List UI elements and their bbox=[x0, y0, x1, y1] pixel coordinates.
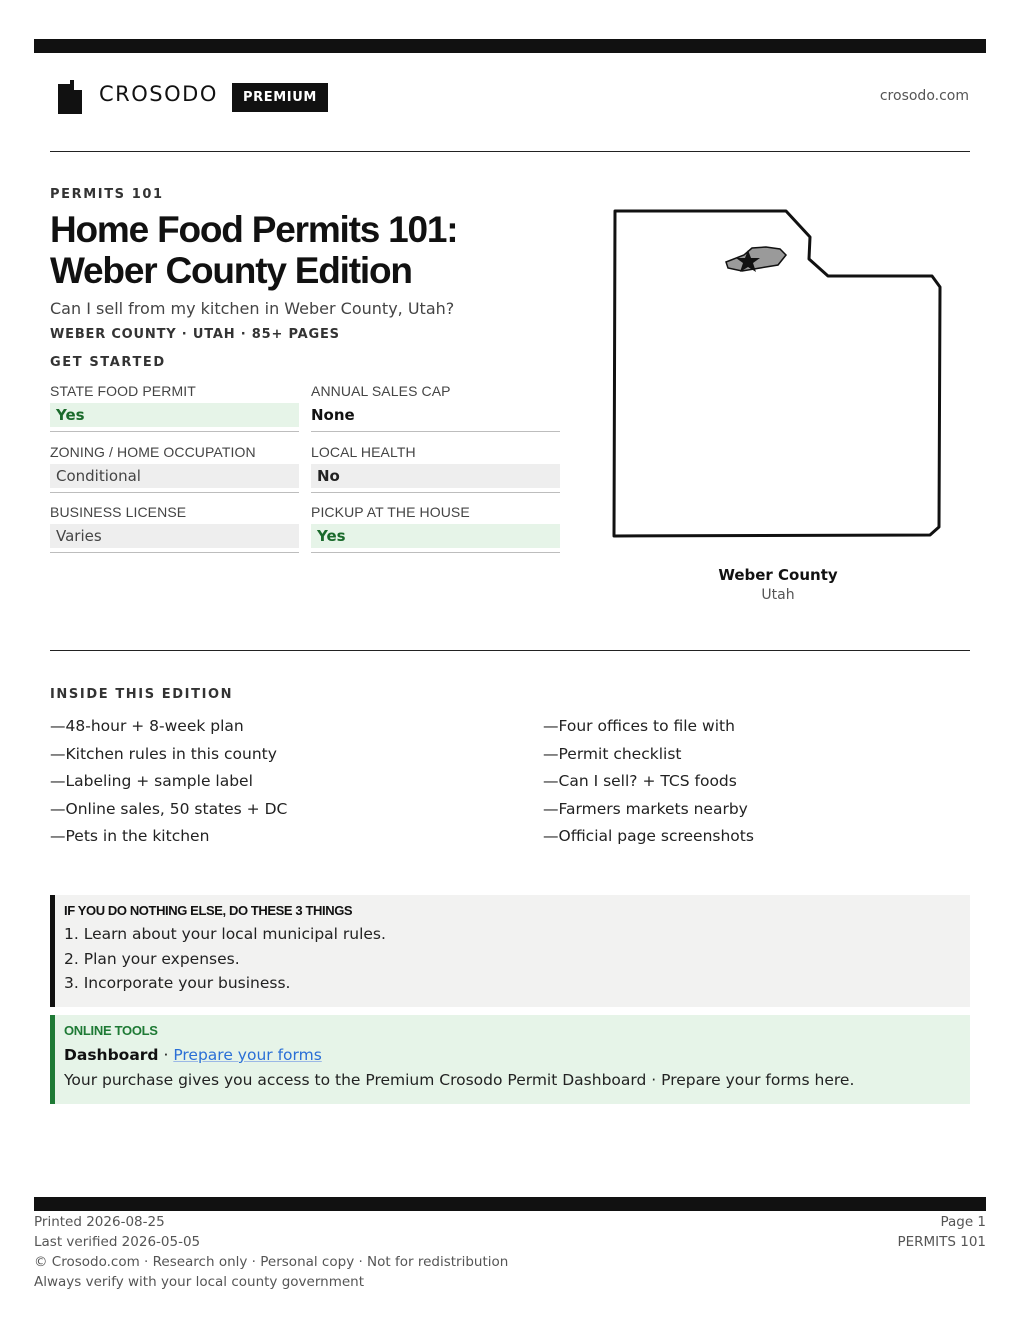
list-item: —Online sales, 50 states + DC bbox=[50, 799, 288, 818]
fact-label: LOCAL HEALTH bbox=[311, 444, 416, 460]
header-divider bbox=[50, 151, 970, 152]
tools-title: ONLINE TOOLS bbox=[64, 1023, 158, 1038]
fact-value: Varies bbox=[50, 524, 299, 548]
callout-list bbox=[64, 922, 970, 996]
edition-meta: WEBER COUNTY · UTAH · 85+ PAGES bbox=[50, 327, 340, 342]
printed-date: Printed 2026-08-25 bbox=[34, 1214, 165, 1230]
map-state-name: Utah bbox=[761, 587, 795, 603]
copyright-notice: © Crosodo.com · Research only · Personal copy · Not for redistribution bbox=[34, 1254, 509, 1270]
list-item: —Four offices to file with bbox=[543, 717, 735, 735]
list-item: —Can I sell? + TCS foods bbox=[543, 772, 737, 791]
list-item: 1. Learn about your local municipal rules. bbox=[64, 925, 386, 943]
list-item: —Labeling + sample label bbox=[50, 772, 253, 791]
page-title: Home Food Permits 101: Weber County Edition bbox=[50, 209, 458, 291]
list-item: 2. Plan your expenses. bbox=[64, 949, 240, 968]
fact-value: No bbox=[311, 464, 560, 488]
fact-pickup-at-house bbox=[311, 504, 560, 553]
list-item: —48-hour + 8-week plan bbox=[50, 717, 244, 735]
site-url[interactable]: crosodo.com bbox=[879, 88, 969, 104]
inside-list-right bbox=[543, 713, 754, 851]
three-things-callout bbox=[50, 895, 970, 1007]
fact-label: ANNUAL SALES CAP bbox=[311, 383, 451, 399]
fact-state-food-permit bbox=[50, 383, 299, 432]
separator: · bbox=[158, 1046, 174, 1064]
fact-annual-sales-cap bbox=[311, 383, 560, 432]
top-rule-bar bbox=[34, 39, 986, 53]
section-eyebrow: PERMITS 101 bbox=[50, 187, 164, 202]
list-item: —Kitchen rules in this county bbox=[50, 744, 277, 763]
fact-business-license bbox=[50, 504, 299, 553]
fact-label: BUSINESS LICENSE bbox=[50, 504, 187, 520]
list-item: —Permit checklist bbox=[543, 744, 682, 763]
county-map bbox=[610, 207, 946, 543]
fact-value: Yes bbox=[50, 403, 299, 427]
premium-badge: PREMIUM bbox=[232, 83, 328, 112]
fact-label: STATE FOOD PERMIT bbox=[50, 383, 196, 399]
online-tools-callout bbox=[50, 1015, 970, 1104]
bottom-rule-bar bbox=[34, 1197, 986, 1211]
fact-divider bbox=[50, 552, 299, 553]
footer-left bbox=[34, 1212, 508, 1292]
callout-title: IF YOU DO NOTHING ELSE, DO THESE 3 THINGS bbox=[64, 903, 353, 918]
list-item: —Pets in the kitchen bbox=[50, 827, 210, 846]
fact-divider bbox=[50, 431, 299, 432]
fact-divider bbox=[50, 492, 299, 493]
fact-divider bbox=[311, 492, 560, 493]
fact-label: PICKUP AT THE HOUSE bbox=[311, 504, 470, 520]
get-started-heading: GET STARTED bbox=[50, 355, 166, 370]
fact-divider bbox=[311, 431, 560, 432]
inside-heading: INSIDE THIS EDITION bbox=[50, 687, 234, 702]
prepare-forms-link[interactable]: Prepare your forms bbox=[173, 1046, 322, 1064]
footer-right bbox=[897, 1212, 986, 1252]
tools-description: Your purchase gives you access to the Premium Crosodo Permit Dashboard · Prepare your forms here. bbox=[64, 1071, 855, 1089]
fact-value: Yes bbox=[311, 524, 560, 548]
disclaimer: Always verify with your local county government bbox=[34, 1274, 364, 1290]
dashboard-label: Dashboard bbox=[64, 1046, 159, 1064]
page-header bbox=[50, 78, 970, 118]
page-subtitle: Can I sell from my kitchen in Weber County, Utah? bbox=[50, 299, 455, 318]
inside-list-left bbox=[50, 713, 287, 851]
utah-state-icon bbox=[56, 80, 84, 114]
section-name: PERMITS 101 bbox=[897, 1234, 986, 1250]
tools-links-line bbox=[64, 1044, 970, 1066]
fact-zoning bbox=[50, 444, 299, 493]
fact-value: Conditional bbox=[50, 464, 299, 488]
fact-label: ZONING / HOME OCCUPATION bbox=[50, 444, 256, 460]
list-item: 3. Incorporate your business. bbox=[64, 974, 291, 992]
brand-name: CROSODO bbox=[99, 82, 218, 106]
fact-value: None bbox=[311, 406, 355, 424]
section-divider bbox=[50, 650, 970, 651]
map-county-name: Weber County bbox=[718, 566, 838, 584]
fact-local-health bbox=[311, 444, 560, 493]
page-number: Page 1 bbox=[940, 1214, 986, 1230]
fact-divider bbox=[311, 552, 560, 553]
verified-date: Last verified 2026-05-05 bbox=[34, 1234, 201, 1250]
list-item: —Official page screenshots bbox=[543, 827, 754, 846]
list-item: —Farmers markets nearby bbox=[543, 799, 748, 818]
